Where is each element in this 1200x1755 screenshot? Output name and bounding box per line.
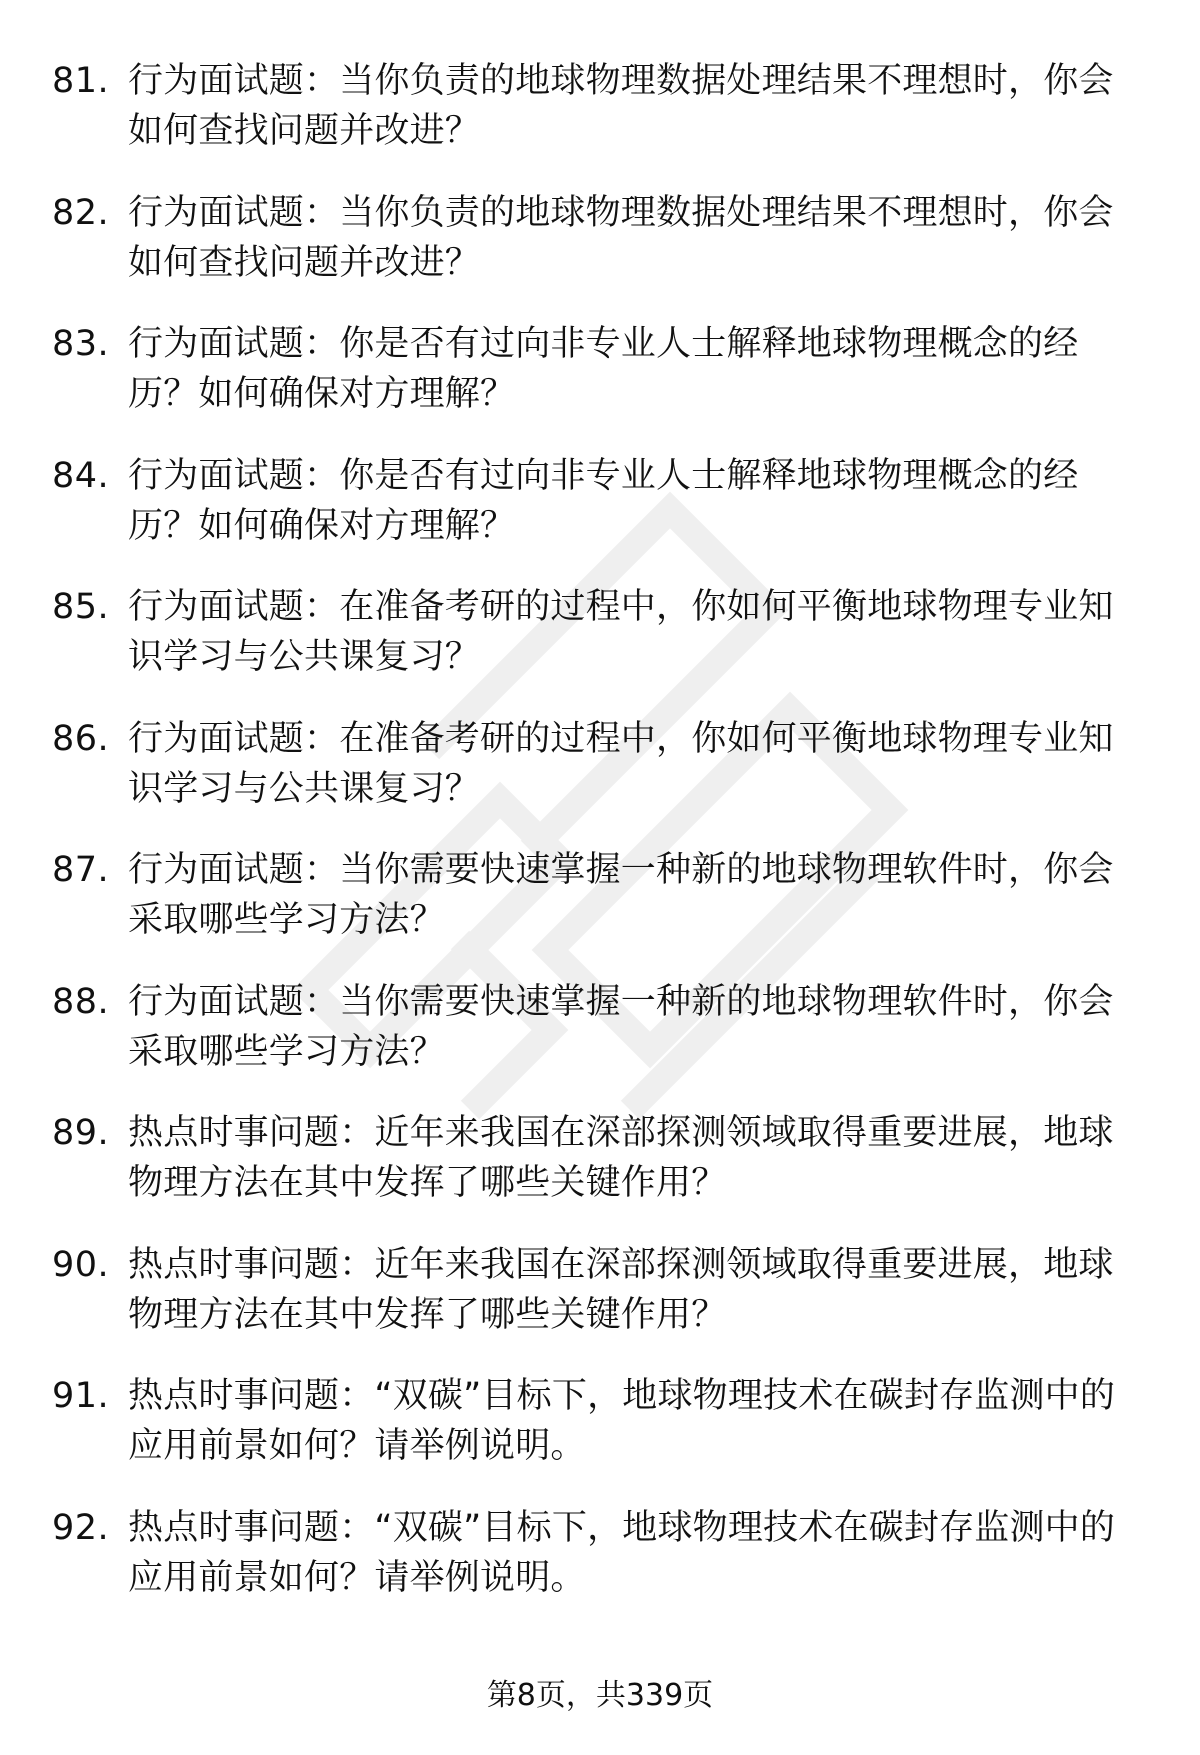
list-item <box>52 451 1152 583</box>
list-item <box>52 582 1152 714</box>
list-item <box>52 1108 1152 1240</box>
question-number: 85. <box>52 587 110 627</box>
question-text: 行为面试题：当你负责的地球物理数据处理结果不理想时，你会如何查找问题并改进？ <box>128 192 1114 283</box>
list-item <box>52 714 1152 846</box>
question-text: 行为面试题：你是否有过向非专业人士解释地球物理概念的经历？如何确保对方理解？ <box>128 324 1079 414</box>
question-text: 行为面试题：你是否有过向非专业人士解释地球物理概念的经历？如何确保对方理解？ <box>128 455 1079 546</box>
question-list <box>52 56 1152 1634</box>
list-item <box>52 319 1152 451</box>
list-item <box>52 977 1152 1109</box>
question-number: 87. <box>52 850 110 890</box>
question-number: 84. <box>52 455 110 496</box>
question-text: 热点时事问题：近年来我国在深部探测领域取得重要进展，地球物理方法在其中发挥了哪些关键作用？ <box>128 1113 1114 1203</box>
question-number: 86. <box>52 718 110 759</box>
list-item <box>52 56 1152 188</box>
question-number: 83. <box>52 324 110 364</box>
list-item <box>52 188 1152 320</box>
question-number: 90. <box>52 1244 110 1285</box>
question-number: 82. <box>52 192 110 233</box>
question-number: 91. <box>52 1376 110 1416</box>
question-text: 热点时事问题：近年来我国在深部探测领域取得重要进展，地球物理方法在其中发挥了哪些关键作用？ <box>128 1244 1114 1335</box>
list-item <box>52 1503 1152 1635</box>
question-text: 热点时事问题：“双碳”目标下，地球物理技术在碳封存监测中的应用前景如何？请举例说明。 <box>128 1507 1116 1598</box>
question-text: 行为面试题：当你需要快速掌握一种新的地球物理软件时，你会采取哪些学习方法？ <box>128 850 1114 940</box>
question-text: 行为面试题：当你负责的地球物理数据处理结果不理想时，你会如何查找问题并改进？ <box>128 61 1114 151</box>
page-number-footer: 第8页，共339页 <box>486 1678 714 1713</box>
question-number: 89. <box>52 1113 110 1153</box>
question-text: 行为面试题：当你需要快速掌握一种新的地球物理软件时，你会采取哪些学习方法？ <box>128 981 1114 1072</box>
question-number: 81. <box>52 61 110 101</box>
question-number: 92. <box>52 1507 110 1548</box>
list-item <box>52 845 1152 977</box>
question-text: 行为面试题：在准备考研的过程中，你如何平衡地球物理专业知识学习与公共课复习？ <box>128 718 1114 809</box>
list-item <box>52 1371 1152 1503</box>
question-text: 行为面试题：在准备考研的过程中，你如何平衡地球物理专业知识学习与公共课复习？ <box>128 587 1114 677</box>
question-number: 88. <box>52 981 110 1022</box>
list-item <box>52 1240 1152 1372</box>
question-text: 热点时事问题：“双碳”目标下，地球物理技术在碳封存监测中的应用前景如何？请举例说明。 <box>128 1376 1116 1466</box>
